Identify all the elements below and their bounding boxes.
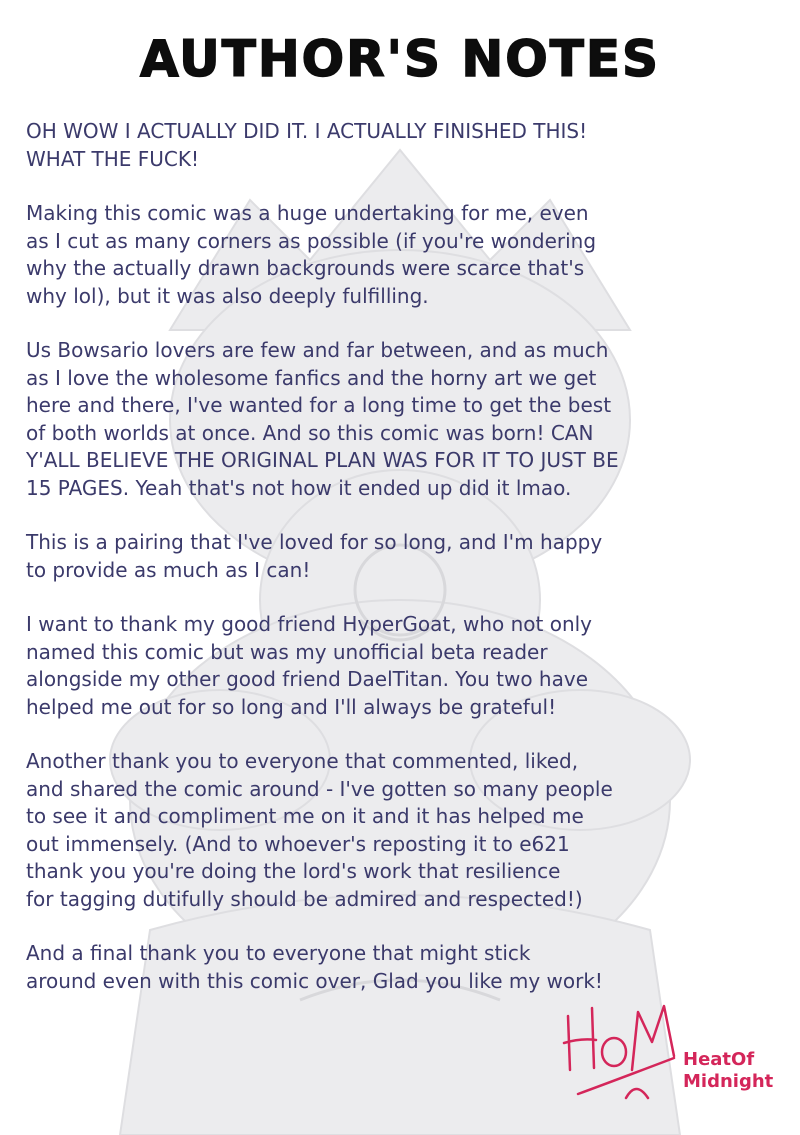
text-line: alongside my other good friend DaelTitan. You two have bbox=[26, 667, 589, 691]
signature-name-line1: HeatOf bbox=[683, 1049, 755, 1070]
text-line: why the actually drawn backgrounds were scarce that's bbox=[26, 256, 585, 280]
text-line: as I love the wholesome fanfics and the horny art we get bbox=[26, 365, 597, 390]
page-title: AUTHOR'S NOTES bbox=[139, 30, 661, 88]
text-line: and shared the comic around - I've gotten so many people bbox=[26, 776, 613, 801]
paragraph-thanks-friends bbox=[26, 611, 786, 721]
text-line: And a final thank you to everyone that might stick bbox=[26, 941, 531, 965]
text-line: Another thank you to everyone that commented, liked, bbox=[26, 749, 579, 773]
text-line: WHAT THE FUCK! bbox=[26, 146, 200, 171]
text-line: 15 PAGES. Yeah that's not how it ended up did it lmao. bbox=[26, 475, 572, 500]
text-line: named this comic but was my unofficial beta reader bbox=[26, 639, 548, 664]
paragraph-intro bbox=[26, 118, 786, 173]
text-line: to provide as much as I can! bbox=[26, 557, 311, 582]
text-line: I want to thank my good friend HyperGoat, who not only bbox=[26, 612, 593, 636]
paragraph-final-thanks bbox=[26, 940, 786, 995]
text-line: why lol), but it was also deeply fulfilling. bbox=[26, 283, 429, 308]
text-line: Us Bowsario lovers are few and far between, and as much bbox=[26, 338, 609, 362]
notes-body bbox=[26, 118, 786, 1022]
text-line: helped me out for so long and I'll always be grateful! bbox=[26, 694, 557, 719]
text-line: for tagging dutifully should be admired and respected!) bbox=[26, 886, 583, 911]
text-line: Making this comic was a huge undertaking for me, even bbox=[26, 201, 589, 225]
text-line: to see it and compliment me on it and it has helped me bbox=[26, 804, 584, 828]
paragraph-thanks-everyone bbox=[26, 748, 786, 913]
text-line: around even with this comic over, Glad you like my work! bbox=[26, 968, 603, 993]
text-line: as I cut as many corners as possible (if you're wondering bbox=[26, 228, 597, 253]
text-line: OH WOW I ACTUALLY DID IT. I ACTUALLY FINISHED THIS! bbox=[26, 119, 588, 143]
text-line: here and there, I've wanted for a long time to get the best bbox=[26, 393, 612, 417]
text-line: thank you you're doing the lord's work that resilience bbox=[26, 859, 561, 883]
text-line: This is a pairing that I've loved for so long, and I'm happy bbox=[26, 530, 603, 554]
paragraph-bowsario bbox=[26, 337, 786, 502]
paragraph-undertaking bbox=[26, 200, 786, 310]
signature-name bbox=[683, 1049, 773, 1093]
text-line: out immensely. (And to whoever's reposting it to e621 bbox=[26, 831, 570, 856]
paragraph-pairing bbox=[26, 529, 786, 584]
text-line: of both worlds at once. And so this comic was born! CAN bbox=[26, 420, 594, 445]
text-line: Y'ALL BELIEVE THE ORIGINAL PLAN WAS FOR IT TO JUST BE bbox=[26, 448, 619, 472]
signature-name-line2: Midnight bbox=[683, 1071, 774, 1092]
